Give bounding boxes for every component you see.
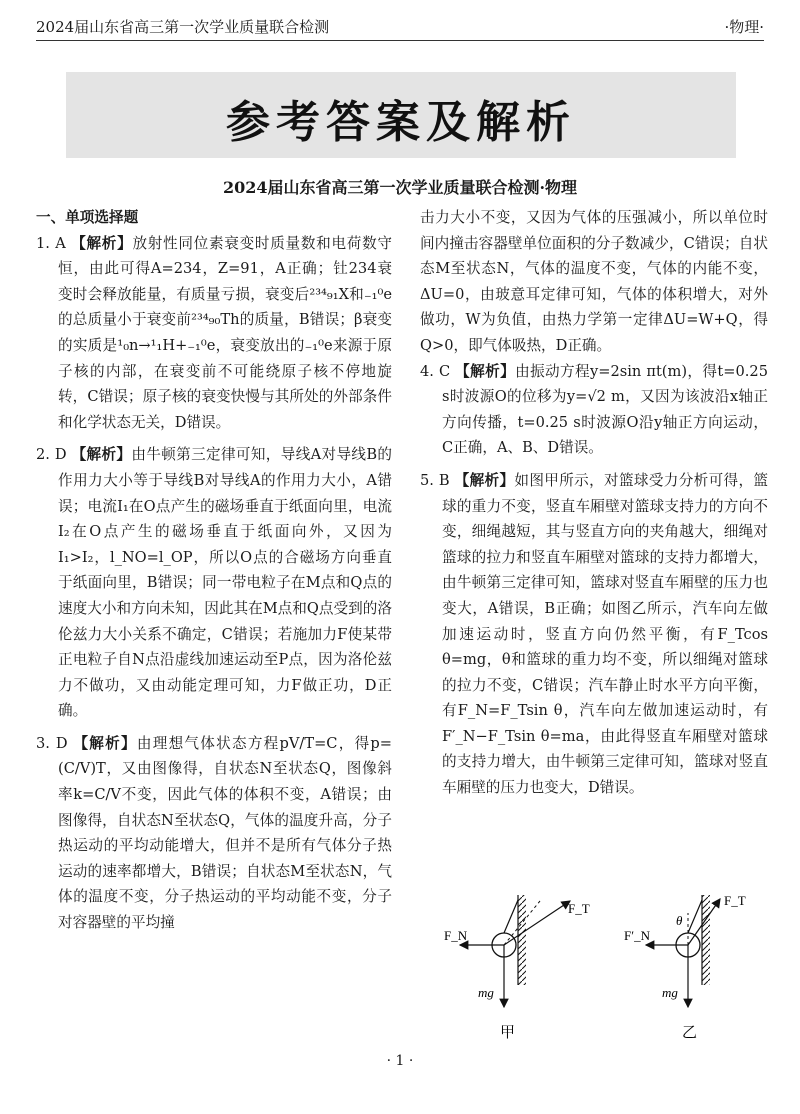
header-subject: ·物理· — [724, 18, 764, 36]
answer-item-1 — [36, 231, 392, 436]
caption-yi: 乙 — [682, 1025, 698, 1041]
item-number: 2. D — [36, 446, 67, 464]
wall-jia — [518, 895, 526, 985]
wall-yi — [702, 895, 710, 985]
answer-item-3 — [36, 731, 392, 936]
item-tag: 【解析】 — [455, 362, 516, 380]
force-diagram — [420, 885, 768, 1045]
label-ft-yi: F_T — [724, 893, 746, 908]
banner-title: 参考答案及解析 — [226, 97, 576, 148]
item-text: 由理想气体状态方程pV/T=C，得p=(C/V)T，又由图像得，自状态N至状态Q，图像斜率k=C/V不变，因此气体的体积不变，A错误；由图像得，自状态N至状态Q，气体的温度升高，分子热运动的平均动能增大，但并不是所有气体分子热运动的速率都增大，B错误；自状态M至状态N，气体的温度不变，分子热运动的平均动能不变，分子对容器壁的平均撞 — [58, 734, 393, 932]
item-number: 3. D — [36, 734, 68, 752]
item-tag: 【解析】 — [454, 471, 515, 489]
item-text: 放射性同位素衰变时质量数和电荷数守恒，由此可得A=234，Z=91，A正确；钍234衰变时会释放能量，有质量亏损，衰变后²³⁴₉₁X和₋₁⁰e的总质量小于衰变前²³⁴₉₀Th的质量，B错误；β衰变的实质是¹₀n→¹₁H+₋₁⁰e，衰变放出的₋₁⁰e来源于原子核的内部，在衰变前不可能绕原子核不停地旋转，C错误；原子核的衰变快慢与其所处的外部条件和化学状态无关，D错误。 — [58, 234, 392, 431]
label-theta-yi: θ — [676, 913, 683, 928]
item-number: 5. B — [420, 471, 450, 489]
section-title: 一、单项选择题 — [36, 209, 139, 226]
label-fn-yi: F′_N — [624, 928, 650, 943]
answer-item-3-continued: 击力大小不变，又因为气体的压强减小，所以单位时间内撞击容器壁单位面积的分子数减少，C错误；自状态M至状态N，气体的温度不变，气体的内能不变，ΔU=0，由玻意耳定律可知，气体的体积增大，对外做功，W为负值，由热力学第一定律ΔU=W+Q，得Q>0，即气体吸热，D正确。 — [420, 209, 768, 354]
left-column — [36, 205, 392, 936]
label-ft-jia: F_T — [568, 901, 590, 916]
page-number: · 1 · — [386, 1053, 414, 1069]
item-tag: 【解析】 — [73, 734, 137, 752]
answer-item-4 — [420, 359, 768, 461]
figure-yi — [624, 893, 746, 1041]
right-column — [420, 205, 768, 801]
caption-jia: 甲 — [500, 1025, 516, 1041]
document-subtitle: 2024届山东省高三第一次学业质量联合检测·物理 — [222, 178, 578, 197]
title-banner — [66, 72, 736, 158]
rope-jia — [504, 900, 518, 933]
item-text: 由牛顿第三定律可知，导线A对导线B的作用力大小等于导线B对导线A的作用力大小，A错误；电流I₁在O点产生的磁场垂直于纸面向里，电流I₂在O点产生的磁场垂直于纸面向外，又因为I₁>I₂，l_NO=l_OP，所以O点的合磁场方向垂直于纸面向里，B错误；同一带电粒子在M点和Q点的速度大小和方向未知，因此其在M点和Q点受到的洛伦兹力大小关系不确定，C错误；若施加力F使某带正电粒子自N点沿虚线加速运动至P点，因为洛伦兹力不做功，又由动能定理可知，力F做正功，D正确。 — [58, 446, 392, 720]
answer-item-2 — [36, 442, 392, 724]
arrow-ft-jia — [504, 901, 570, 945]
page-header — [36, 14, 764, 41]
header-exam-name: 2024届山东省高三第一次学业质量联合检测 — [36, 18, 330, 36]
figure-jia — [444, 895, 590, 1041]
item-tag: 【解析】 — [71, 446, 132, 464]
label-fn-jia: F_N — [444, 928, 468, 943]
item-text: 由振动方程y=2sin πt(m)，得t=0.25 s时波源O的位移为y=√2 m，又因为该波沿x轴正方向传播，t=0.25 s时波源O沿y轴正方向运动，C正确，A、B、D错误。 — [442, 362, 768, 457]
item-number: 1. A — [36, 234, 66, 252]
item-tag: 【解析】 — [71, 234, 133, 252]
item-number: 4. C — [420, 362, 451, 380]
answer-item-5 — [420, 468, 768, 801]
item-text: 如图甲所示，对篮球受力分析可得，篮球的重力不变，竖直车厢壁对篮球支持力的方向不变，细绳越短，其与竖直方向的夹角越大，细绳对篮球的拉力和竖直车厢壁对篮球的支持力都增大，由牛顿第三定律可知，篮球对竖直车厢壁的压力也变大，A错误，B正确；如图乙所示，汽车向左做加速运动时，竖直方向仍然平衡，有F_Tcos θ=mg，θ和篮球的重力均不变，所以细绳对篮球的拉力不变，C错误；汽车静止时水平方向平衡，有F_N=F_Tsin θ，汽车向左做加速运动时，有F′_N−F_Tsin θ=ma，由此得竖直车厢壁对篮球的支持力增大，由牛顿第三定律可知，篮球对竖直车厢壁的压力也变大，D错误。 — [442, 471, 768, 797]
label-mg-jia: mg — [478, 985, 494, 1000]
label-mg-yi: mg — [662, 985, 678, 1000]
